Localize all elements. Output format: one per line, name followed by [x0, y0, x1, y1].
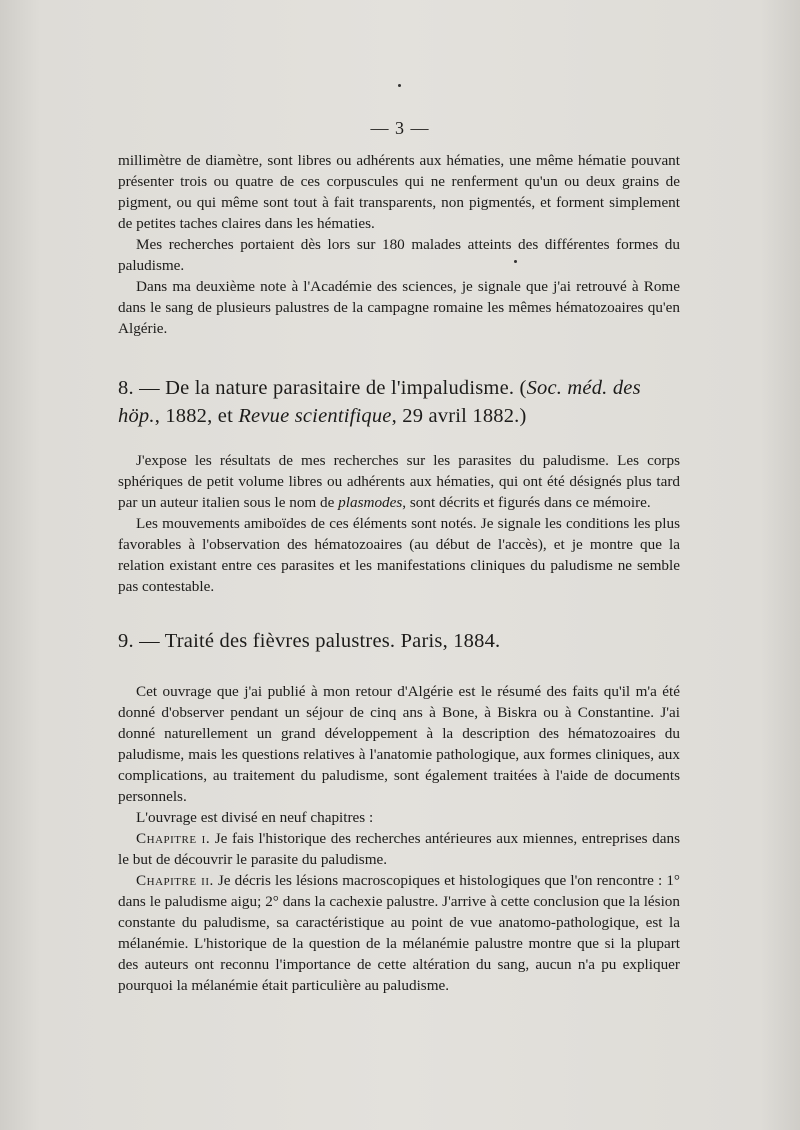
heading-journal: Revue scientifique	[238, 405, 392, 427]
section-heading-8	[118, 374, 680, 430]
paragraph: Les mouvements amiboïdes de ces éléments sont notés. Je signale les conditions les plus favorables à l'observation des hématozoaires (au début de l'accès), et je montre que la relation existant entre ces parasites et les manifestations cliniques du paludisme ne semble pas contestable.	[118, 515, 680, 595]
paragraph: Dans ma deuxième note à l'Académie des sciences, je signale que j'ai retrouvé à Rome dans le sang de plusieurs palustres de la campagne romaine les mêmes hématozoaires qu'en Algérie.	[118, 278, 680, 337]
heading-text: , 1882, et	[154, 405, 239, 427]
section-heading-9: 9. — Traité des fièvres palustres. Paris, 1884.	[118, 630, 501, 652]
heading-text: , 29 avril 1882.)	[391, 405, 527, 427]
heading-journal: Soc. méd. des höp.	[118, 377, 641, 427]
chapter-label: Chapitre ii.	[136, 872, 214, 889]
paragraph: millimètre de diamètre, sont libres ou adhérents aux hématies, une même hématie pouvant présenter trois ou quatre de ces corpuscules qui ne renferment qu'un ou deux grains de pigment, ou qui même sont tout à fait transparents, non pigmentés, et forment simplement de petites taches claires dans les hématies.	[118, 152, 680, 232]
paragraph: L'ouvrage est divisé en neuf chapitres :	[136, 809, 374, 826]
text-run: Je décris les lésions macroscopiques et histologiques que l'on rencontre : 1° dans le paludisme aigu; 2° dans la cachexie palustre. J'arrive à cette conclusion que la lésion constante du paludisme, sa caractéristique au point de vue anatomo-pathologique, est la mélanémie. L'historique de la question de la mélanémie palustre montre que si la plupart des auteurs ont reconnu l'importance de cette altération du sang, aucun n'a pu expliquer pourquoi la mélanémie était particulière au paludisme.	[118, 872, 680, 994]
italic-term: plasmodes	[338, 494, 403, 511]
paragraph	[118, 450, 680, 513]
heading-text: 8. — De la nature parasitaire de l'impaludisme. (	[118, 377, 527, 399]
paragraph-chapter-1	[118, 828, 680, 870]
chapter-label: Chapitre i.	[136, 830, 211, 847]
print-speck	[398, 84, 401, 87]
text-run: Je fais l'historique des recherches antérieures aux miennes, entreprises dans le but de découvrir le parasite du paludisme.	[118, 830, 680, 868]
paragraph: Mes recherches portaient dès lors sur 180 malades atteints des différentes formes du paludisme.	[118, 236, 680, 274]
page-number: — 3 —	[370, 118, 430, 138]
text-run: , sont décrits et figurés dans ce mémoire.	[402, 494, 651, 511]
text-run: J'expose les résultats de mes recherches sur les parasites du paludisme. Les corps sphériques de petit volume libres ou adhérents aux hématies, qui ont été désignés plus tard par un auteur italien sous le nom de	[118, 452, 680, 511]
page-body	[118, 150, 680, 996]
paragraph-chapter-2	[118, 870, 680, 996]
paragraph: Cet ouvrage que j'ai publié à mon retour d'Algérie est le résumé des faits qu'il m'a été donné d'observer pendant un séjour de cinq ans à Bone, à Biskra ou à Constantine. J'ai donné naturellement un grand développement à la description des hématozoaires du paludisme, mais les questions relatives à l'anatomie pathologique, aux formes cliniques, aux complications, au traitement du paludisme, sont également traitées à l'aide de documents personnels.	[118, 683, 680, 805]
